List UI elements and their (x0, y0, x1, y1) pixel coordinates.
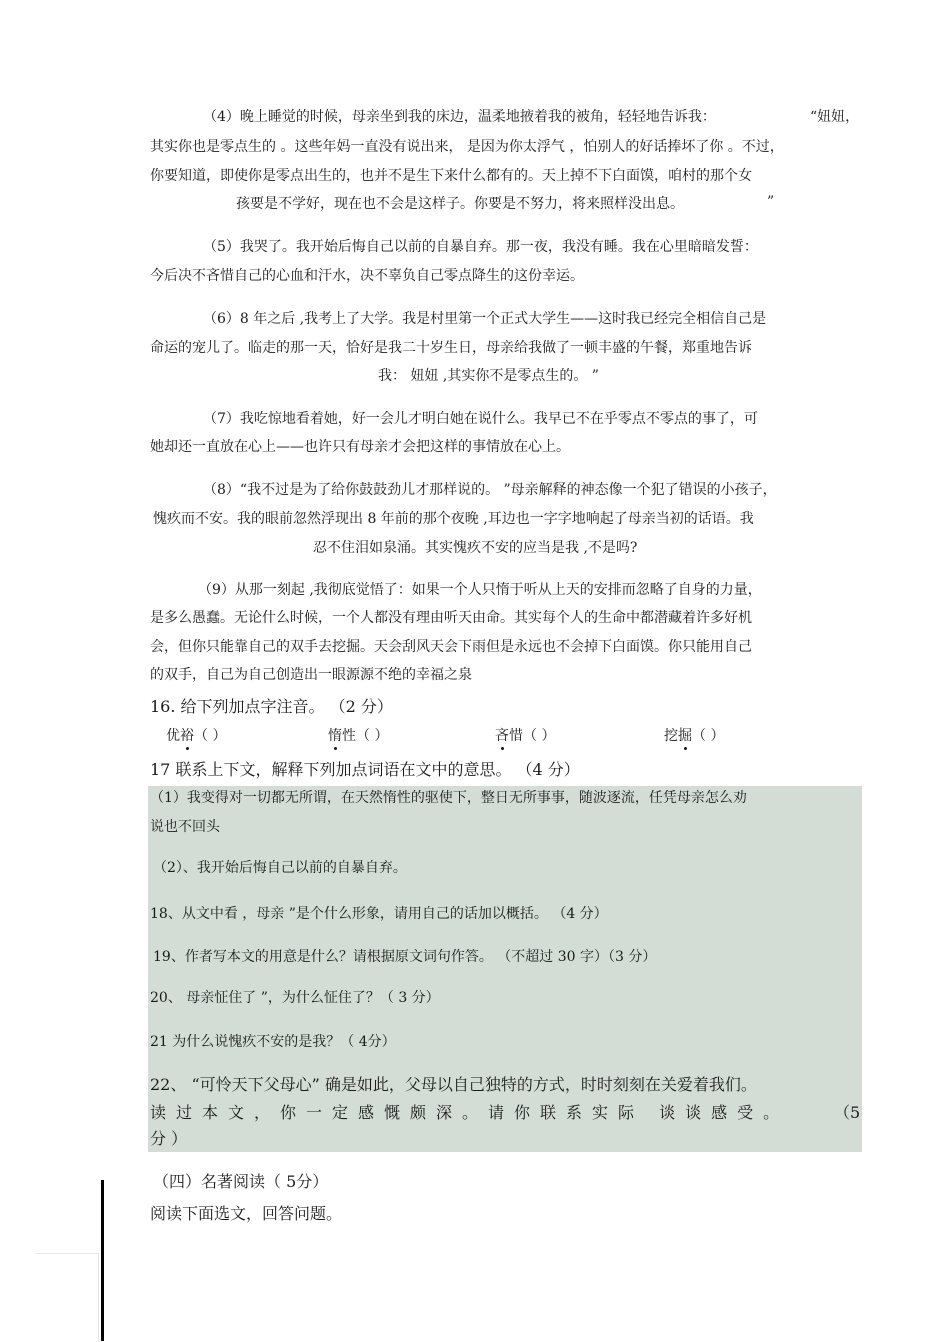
q16-item-3-dotted: 吝 (495, 728, 509, 744)
p6-line-1: （6）8 年之后 ,我考上了大学。我是村里第一个正式大学生——这时我已经完全相信自己是 (203, 311, 767, 327)
q16-item-1-post: （ ） (194, 728, 227, 744)
q22-line-3: 分 ） (150, 1129, 188, 1148)
p5-line-2: 今后决不吝惜自己的心血和汗水，决不辜负自己零点降生的这份幸运。 (150, 268, 584, 284)
section4-title: （四）名著阅读（ 5分） (153, 1172, 329, 1191)
q16-title: 16. 给下列加点字注音。 （2 分） (150, 697, 393, 716)
answer-shaded-region (148, 786, 862, 1152)
q21-text: 21 为什么说愧疚不安的是我？（ 4分） (150, 1034, 396, 1050)
p4-line-1: （4）晚上睡觉的时候，母亲坐到我的床边，温柔地掖着我的被角，轻轻地告诉我： (203, 109, 716, 125)
p4-line-4-end: ” (767, 194, 775, 210)
p7-line-1: （7）我吃惊地看着她，好一会儿才明白她在说什么。我早已不在乎零点不零点的事了，可 (203, 411, 758, 427)
q16-item-4-dotted: 掘 (678, 728, 692, 744)
q19-text: 19、作者写本文的用意是什么？请根据原文词句作答。 （不超过 30 字）（3 分） (153, 949, 657, 965)
p9-line-2: 是多么愚蠢。无论什么时候，一个人都没有理由听天由命。其实每个人的生命中都潜藏着许多好机 (150, 610, 752, 626)
margin-bar (101, 1180, 104, 1341)
p9-line-3: 会，但你只能靠自己的双手去挖掘。天会刮风天会下雨但是永远也不会掉下白面馍。你只能用自己 (150, 639, 752, 655)
q22-line-2: 读过本文，你一定感慨颇深。请你联系实际 谈谈感受。 (150, 1103, 790, 1122)
q17-sub1-line-2: 说也不回头 (150, 819, 220, 835)
q17-title: 17 联系上下文，解释下列加点词语在文中的意思。 （4 分） (150, 760, 580, 779)
q16-item-2 (328, 727, 388, 745)
p8-line-1: （8）“我不过是为了给你鼓鼓劲儿才那样说的。 ”母亲解释的神态像一个犯了错误的小孩子， (203, 482, 777, 498)
p4-line-3: 你要知道，即使你是零点出生的，也并不是生下来什么都有的。天上掉不下白面馍，咱村的那个女 (150, 168, 752, 184)
q18-text: 18、从文中看 ，母亲 ”是个什么形象，请用自己的话加以概括。 （4 分） (150, 906, 608, 922)
q16-item-3 (495, 727, 555, 745)
section4-instruction: 阅读下面选文，回答问题。 (150, 1204, 343, 1223)
p6-line-2: 命运的宠儿了。临走的那一天，恰好是我二十岁生日，母亲给我做了一顿丰盛的午餐，郑重地告诉 (150, 340, 752, 356)
p8-line-2: 愧疚而不安。我的眼前忽然浮现出 8 年前的那个夜晚 ,耳边也一字字地响起了母亲当初的话语。我 (153, 511, 754, 527)
q17-sub2: （2）、我开始后悔自己以前的自暴自弃。 (153, 860, 407, 876)
q16-item-1 (166, 727, 226, 745)
p8-line-3: 忍不住泪如泉涌。其实愧疚不安的应当是我 ,不是吗? (313, 540, 638, 556)
q16-item-3-post: 惜（ ） (509, 728, 556, 744)
q20-text: 20、 母亲怔住了 ”，为什么怔住了？（ 3 分） (150, 990, 440, 1006)
p6-line-3: 我： 妞妞 ,其实你不是零点生的。 ” (378, 368, 599, 384)
q16-item-1-pre: 优 (166, 728, 180, 744)
q22-line-1: 22、 “可怜天下父母心” 确是如此，父母以自己独特的方式，时时刻刻在关爱着我们。 (150, 1075, 757, 1094)
q16-item-4-pre: 挖 (664, 728, 678, 744)
p7-line-2: 她却还一直放在心上——也许只有母亲才会把这样的事情放在心上。 (150, 439, 570, 455)
q16-item-4 (664, 727, 724, 745)
q17-sub1-line-1: （1）我变得对一切都无所谓，在天然惰性的驱使下，整日无所事事，随波逐流，任凭母亲怎么劝 (150, 790, 747, 806)
corner-box (36, 1253, 99, 1342)
p9-line-1: （9）从那一刻起 ,我彻底觉悟了：如果一个人只惰于听从上天的安排而忽略了自身的力量， (198, 582, 762, 598)
p4-line-2: 其实你也是零点生的 。这些年妈一直没有说出来， 是因为你太浮气 ，怕别人的好话捧坏了你 。不过， (150, 139, 784, 155)
p4-line-4: 孩要是不学好，现在也不会是这样子。你要是不努力，将来照样没出息。 (236, 196, 684, 212)
q16-item-4-post: （ ） (692, 728, 725, 744)
q16-item-2-post: 性（ ） (342, 728, 389, 744)
q22-line-2-end: （5 (834, 1103, 861, 1122)
q16-item-1-dotted: 裕 (180, 728, 194, 744)
p5-line-1: （5）我哭了。我开始后悔自己以前的自暴自弃。那一夜，我没有睡。我在心里暗暗发誓： (203, 239, 758, 255)
q16-item-2-dotted: 惰 (328, 728, 342, 744)
p4-line-1-end: “妞妞， (810, 109, 860, 125)
p9-line-4: 的双手，自己为自己创造出一眼源源不绝的幸福之泉 (150, 667, 472, 683)
